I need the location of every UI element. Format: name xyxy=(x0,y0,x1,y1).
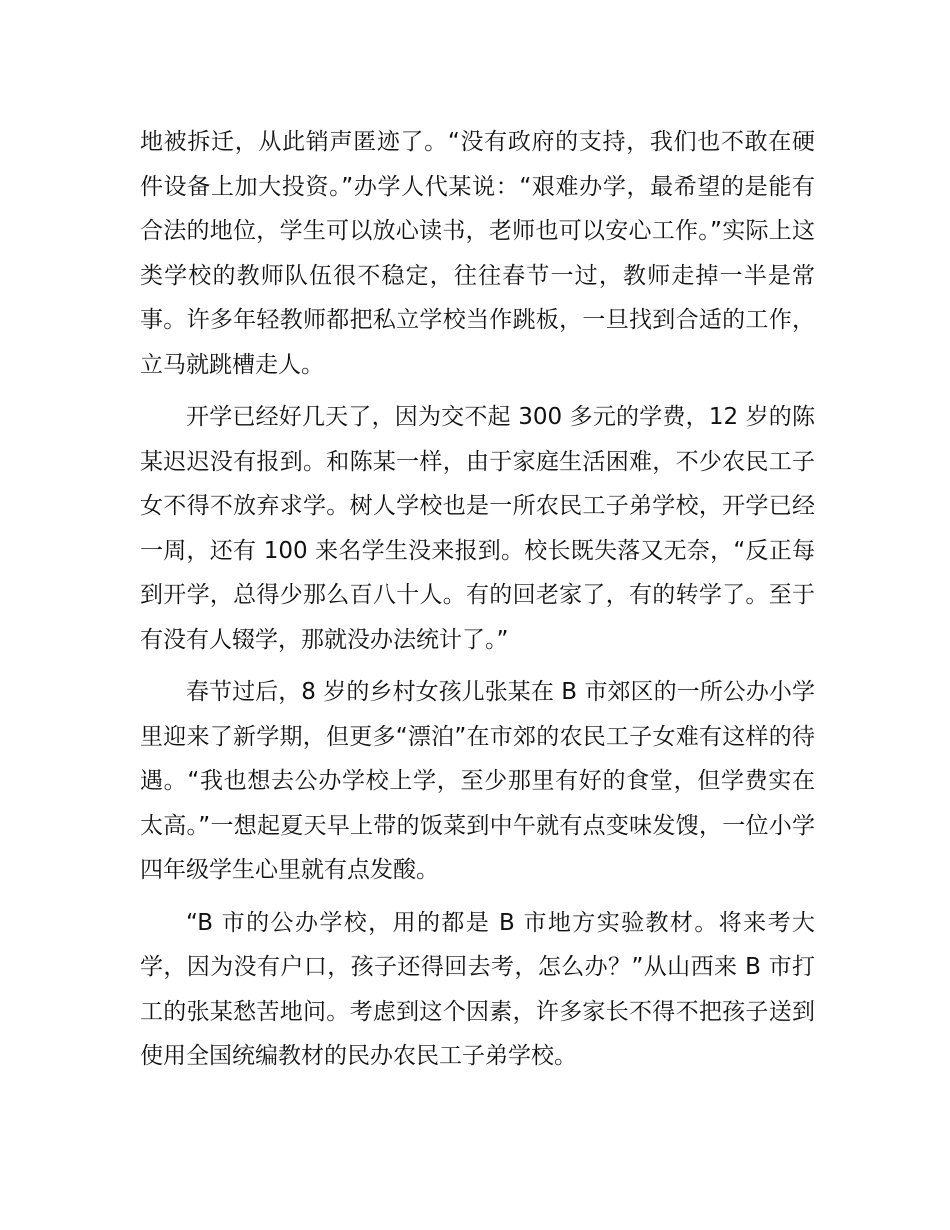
paragraph-2: 开学已经好几天了，因为交不起 300 多元的学费，12 岁的陈某迟迟没有报到。和陈某一样，由于家庭生活困难，不少农民工子女不得不放弃求学。树人学校也是一所农民工子弟学校，开学已经一周，还有 100 来名学生没来报到。校长既失落又无奈，“反正每到开学，总得少那么百八十人。有的回老家了，有的转学了。至于有没有人辍学，那就没办法统计了。” xyxy=(140,404,815,653)
paragraph-1: 地被拆迁，从此销声匿迹了。“没有政府的支持，我们也不敢在硬件设备上加大投资。”办学人代某说：“艰难办学，最希望的是能有合法的地位，学生可以放心读书，老师也可以安心工作。”实际上这类学校的教师队伍很不稳定，往往春节一过，教师走掉一半是常事。许多年轻教师都把私立学校当作跳板，一旦找到合适的工作，立马就跳槽走人。 xyxy=(140,129,815,378)
article-body xyxy=(140,120,815,1079)
paragraph-3: 春节过后，8 岁的乡村女孩儿张某在 B 市郊区的一所公办小学里迎来了新学期，但更多“漂泊”在市郊的农民工子女难有这样的待遇。“我也想去公办学校上学，至少那里有好的食堂，但学费实在太高。”一想起夏天早上带的饭菜到中午就有点变味发馊，一位小学四年级学生心里就有点发酸。 xyxy=(140,679,815,883)
paragraph-4: “B 市的公办学校，用的都是 B 市地方实验教材。将来考大学，因为没有户口，孩子还得回去考，怎么办？”从山西来 B 市打工的张某愁苦地问。考虑到这个因素，许多家长不得不把孩子送到使用全国统编教材的民办农民工子弟学校。 xyxy=(140,909,815,1069)
